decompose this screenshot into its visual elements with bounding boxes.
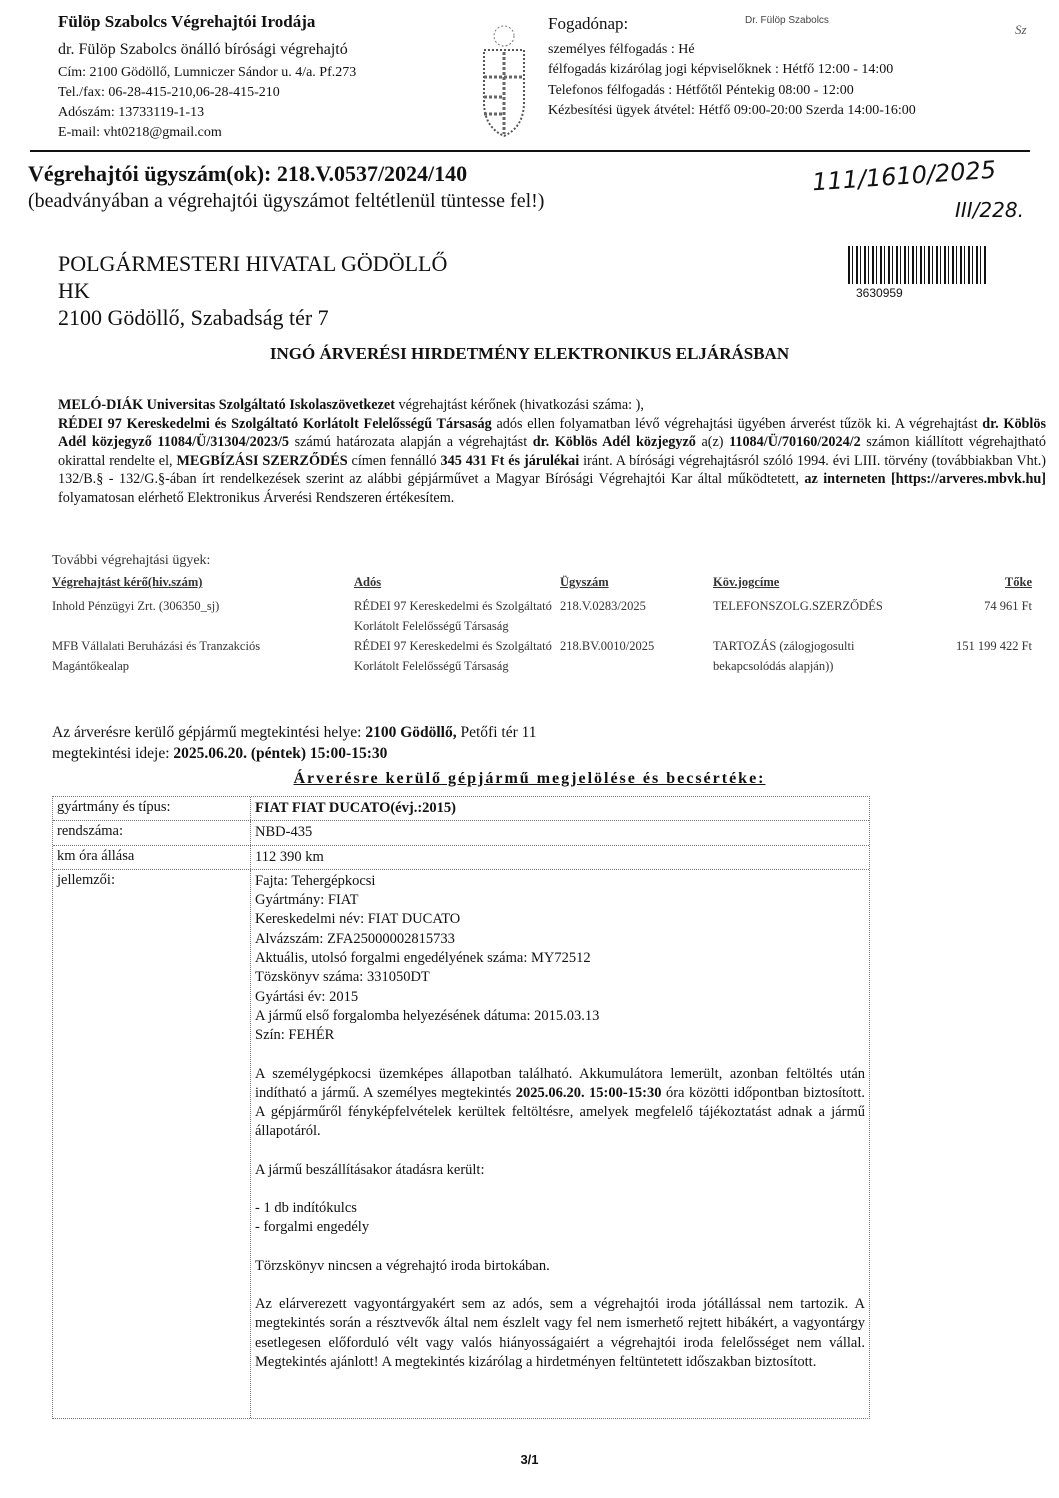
table-row: MFB Vállalati Beruházási és Tranzakciós Magántőkealap RÉDEI 97 Kereskedelmi és Szolgáltató Korlátolt Felelősségű Társaság 218.BV.0010/2025 TARTOZÁS (zálogjogosulti bekapcsolódás alapján)) 151 199 422 Ft: [52, 639, 1032, 673]
coat-of-arms-icon: [478, 22, 530, 140]
recipient: [58, 250, 447, 331]
claim-amount: 345 431 Ft és járulékai: [440, 452, 580, 469]
handwritten-reference: 111/1610/2025: [811, 155, 997, 197]
body-paragraph: MELÓ-DIÁK Universitas Szolgáltató Iskolaszövetkezet végrehajtást kérőnek (hivatkozási száma: ), RÉDEI 97 Kereskedelmi és Szolgáltató Korlátolt Felelősségű Társaság adós ellen folyamatban lévő végrehajtási ügyében árverést tűzök ki. A végrehajtást dr. Köblös Adél közjegyző 11084/Ü/31304/2023/5 számú határozata alapján a végrehajtást dr. Köblös Adél közjegyző a(z) 11084/Ü/70160/2024/2 számon kiállított végrehajtható okirattal rendelte el, MEGBÍZÁSI SZERZŐDÉS címen fennálló 345 431 Ft és járulékai iránt. A bírósági végrehajtásról szóló 1994. évi LIII. törvény (továbbiakban Vht.) 132/B.§ - 132/G.§-ában írt rendelkezések szerint az alábbi gépjárművet a Magyar Bírósági Végrehajtói Kar által működtetett, az interneten [https://arveres.mbvk.hu] folyamatosan elérhető Elektronikus Árverési Rendszeren értékesítem.: [58, 397, 1047, 506]
viewing-info: Az árverésre kerülő gépjármű megtekintési helye: 2100 Gödöllő, Petőfi tér 11 megtekintési ideje: 2025.06.20. (péntek) 15:00-15:30: [52, 724, 537, 762]
hours-phone: Telefonos félfogadás : Hétfőtől Péntekig 08:00 - 12:00: [548, 83, 854, 98]
handwritten-reference-2: III/228.: [955, 198, 1024, 222]
office-name: Fülöp Szabolcs Végrehajtói Irodája: [58, 12, 316, 31]
viewing-place: 2100 Gödöllő,: [365, 724, 457, 741]
document-title: INGÓ ÁRVERÉSI HIRDETMÉNY ELEKTRONIKUS ELJÁRÁSBAN: [269, 344, 790, 363]
recipient-address: 2100 Gödöllő, Szabadság tér 7: [58, 305, 329, 330]
barcode-number: 3630959: [856, 286, 903, 300]
hours-delivery: Kézbesítési ügyek átvétel: Hétfő 09:00-20:00 Szerda 14:00-16:00: [548, 103, 916, 118]
vehicle-row: rendszáma: NBD-435: [53, 821, 869, 845]
viewing-time: 2025.06.20. (péntek) 15:00-15:30: [173, 745, 388, 762]
stamp-name: Dr. Fülöp Szabolcs: [745, 15, 829, 26]
disclaimer-paragraph: Az elárverezett vagyontárgyakért sem az adós, sem a végrehajtói iroda jótállással nem tartozik. A megtekintés során a résztvevők által nem észlelt vagy fel nem ismerhető rejtett hibákért, a vagyontárgy esetlegesen előforduló vélt vagy valós hiányosságaiért a végrehajtói iroda felelősséget nem vállal. Megtekintés ajánlott! A megtekintés kizárólag a hirdetményen feltüntetett időszakban biztosított.: [255, 1295, 865, 1370]
condition-paragraph: A személygépkocsi üzemképes állapotban található. Akkumulátora lemerült, azonban feltöltés után indítható a jármű. A személyes megtekintés 2025.06.20. 15:00-15:30 óra közötti időpontban biztosított. A gépjárműről fényképfelvételek kerültek feltöltésre, amelyek megfelelő tájékoztatást adnak a jármű állapotáról.: [255, 1065, 865, 1140]
vehicle-row: km óra állása 112 390 km: [53, 846, 869, 870]
office-email: E-mail: vht0218@gmail.com: [58, 125, 222, 140]
signature: Sz: [1015, 22, 1027, 37]
recipient-line2: HK: [58, 278, 90, 303]
office-phone: Tel./fax: 06-28-415-210,06-28-415-210: [58, 85, 280, 100]
section-title: Árverésre kerülő gépjármű megjelölése és becsértéke:: [293, 770, 766, 787]
table-header: Végrehajtást kérő(hiv.szám) Adós Ügyszám Köv.jogcíme Tőke: [52, 575, 1032, 589]
vehicle-features-row: jellemzői: Fajta: Tehergépkocsi Gyártmány: FIAT Kereskedelmi név: FIAT DUCATO Alvázszám: ZFA25000002815733 Aktuális, utolsó forgalmi engedélyének száma: MY72512 Tözskönyv száma: 331050DT Gyártási év: 2015 A jármű első forgalomba helyezésének dátuma: 2015.03.13 Szín: FEHÉR A személygépkocsi üzemképes állapotban található. Akkumulátora lemerült, azonban feltöltés után indítható a jármű. A személyes megtekintés 2025.06.20. 15:00-15:30 óra közötti időpontban biztosított. A gépjárműről fényképfelvételek kerültek feltöltésre, amelyek megfelelő tájékoztatást adnak a jármű állapotáról. A jármű beszállításakor átadásra került: - 1 db indítókulcs - forgalmi engedély Törzskönyv nincsen a végrehajtó iroda birtokában. Az elárverezett vagyontárgyakért sem az adós, sem a végrehajtói iroda jótállással nem tartozik. A megtekintés során a résztvevők által nem észlelt vagy fel nem ismerhető rejtett hibákért, a vagyontárgy esetlegesen előforduló vélt vagy valós hiányosságaiért a végrehajtói iroda felelősséget nem vállal. Megtekintés ajánlott! A megtekintés kizárólag a hirdetményen feltüntetett időszakban biztosított.: [53, 870, 869, 1418]
header-rule: [30, 150, 1030, 152]
further-title: További végrehajtási ügyek:: [52, 553, 211, 568]
barcode: [848, 246, 986, 284]
hours-legal: félfogadás kizárólag jogi képviselőknek : Hétfő 12:00 - 14:00: [548, 62, 894, 77]
recipient-name: POLGÁRMESTERI HIVATAL GÖDÖLLŐ: [58, 251, 448, 276]
auction-link[interactable]: az interneten [https://arveres.mbvk.hu]: [804, 471, 1046, 488]
hours-personal: személyes félfogadás : Hé: [548, 42, 695, 57]
office-person: dr. Fülöp Szabolcs önálló bírósági végrehajtó: [58, 41, 348, 58]
further-cases-table: [52, 572, 1032, 676]
vehicle-table: [52, 796, 870, 1419]
creditor: MELÓ-DIÁK Universitas Szolgáltató Iskolaszövetkezet: [58, 397, 395, 413]
hours-title: Fogadónap:: [548, 14, 629, 33]
vehicle-row: gyártmány és típus: FIAT FIAT DUCATO(évj.:2015): [53, 797, 869, 821]
office-tax: Adószám: 13733119-1-13: [58, 105, 205, 120]
case-number: Végrehajtói ügyszám(ok): 218.V.0537/2024/140: [28, 161, 468, 186]
case-note: (beadványában a végrehajtói ügyszámot feltétlenül tüntesse fel!): [28, 190, 545, 212]
office-address: Cím: 2100 Gödöllő, Lumniczer Sándor u. 4/a. Pf.273: [58, 65, 357, 80]
table-row: Inhold Pénzügyi Zrt. (306350_sj) RÉDEI 97 Kereskedelmi és Szolgáltató Korlátolt Felelősségű Társaság 218.V.0283/2025 TELEFONSZOLG.SZERZŐDÉS 74 961 Ft: [52, 599, 1032, 633]
page-number: 3/1: [520, 1452, 539, 1467]
debtor: RÉDEI 97 Kereskedelmi és Szolgáltató Korlátolt Felelősségű Társaság: [58, 415, 492, 432]
